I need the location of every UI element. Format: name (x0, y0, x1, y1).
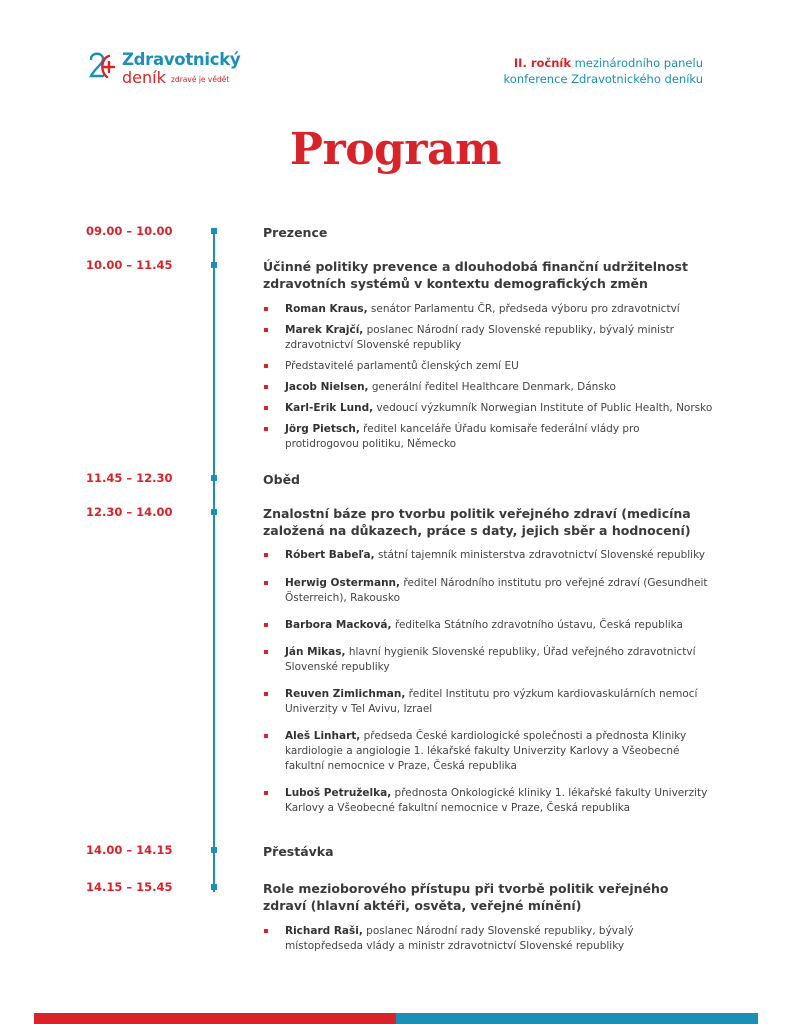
block-time: 12.30 – 14.00 (86, 505, 173, 519)
block-time: 11.45 – 12.30 (86, 471, 173, 485)
block-heading: Role mezioborového přístupu při tvorbě politik veřejného zdraví (hlavní aktéři, osvěta, veřejné mínění) (263, 881, 669, 913)
edition-info (504, 55, 703, 87)
conference-name: konference Zdravotnického deníku (503, 72, 703, 86)
bullet-icon (264, 385, 268, 389)
bullet-icon (264, 328, 268, 332)
bullet-icon (264, 553, 268, 557)
speaker-desc: poslanec Národní rady Slovenské republiky, bývalý místopředseda vlády a ministr zdravotnictví Slovenské republiky (285, 925, 634, 952)
timeline-marker (211, 847, 217, 853)
zd-logo-icon (88, 50, 122, 84)
speaker-item (263, 924, 713, 954)
bullet-icon (264, 692, 268, 696)
speaker-item (263, 645, 713, 675)
block-heading: Znalostní báze pro tvorbu politik veřejného zdraví (medicína založená na důkazech, práce s daty, jejich sběr a hodnocení) (263, 506, 691, 538)
speaker-item (263, 729, 713, 774)
speaker-name: Reuven Zimlichman, (285, 688, 406, 700)
speaker-desc: Představitelé parlamentů členských zemí EU (285, 360, 519, 372)
timeline-marker (211, 509, 217, 515)
speaker-item (263, 422, 713, 452)
speaker-desc: předseda České kardiologické společnosti a přednosta Kliniky kardiologie a angiologie 1. lékařské fakulty Univerzity Karlovy a Všeobecné fakultní nemocnice v Praze, Česká republika (285, 730, 687, 772)
bullet-icon (264, 623, 268, 627)
speaker-name: Roman Kraus, (285, 303, 368, 315)
speaker-name: Herwig Ostermann, (285, 577, 401, 589)
block-heading: Prezence (263, 225, 328, 240)
speaker-list (263, 548, 713, 816)
speaker-desc: poslanec Národní rady Slovenské republiky, bývalý ministr zdravotnictví Slovenské republiky (285, 324, 675, 351)
speaker-desc: ředitel Institutu pro výzkum kardiovaskulárních nemocí Univerzity v Tel Avivu, Izrael (285, 688, 698, 715)
bullet-icon (264, 650, 268, 654)
speaker-name: Róbert Babeľa, (285, 549, 375, 561)
footer-bar-blue (396, 1013, 758, 1024)
logo-sub: deník (122, 68, 166, 87)
speaker-desc: vedoucí výzkumník Norwegian Institute of Public Health, Norsko (373, 402, 713, 414)
speaker-item (263, 786, 713, 816)
timeline-marker (211, 884, 217, 890)
speaker-item (263, 576, 713, 606)
speaker-list (263, 924, 713, 954)
timeline-line (213, 230, 215, 892)
speaker-name: Barbora Macková, (285, 619, 392, 631)
speaker-item (263, 687, 713, 717)
bullet-icon (264, 406, 268, 410)
block-heading: Přestávka (263, 844, 334, 859)
speaker-desc: ředitel kanceláře Úřadu komisaře federální vlády pro protidrogovou politiku, Německo (285, 423, 640, 450)
edition-number: II. ročník (513, 56, 572, 70)
logo-tagline: zdravé je vědět (171, 75, 230, 84)
speaker-name: Aleš Linhart, (285, 730, 361, 742)
speaker-item (263, 380, 713, 395)
speaker-desc: státní tajemník ministerstva zdravotnictví Slovenské republiky (374, 549, 706, 561)
speaker-list (263, 302, 713, 452)
speaker-item (263, 618, 713, 633)
edition-text: mezinárodního panelu (571, 56, 703, 70)
speaker-desc: hlavní hygienik Slovenské republiky, Úřad veřejného zdravotnictví Slovenské republiky (285, 646, 696, 673)
block-time: 09.00 – 10.00 (86, 224, 173, 238)
speaker-name: Jacob Nielsen, (285, 381, 369, 393)
bullet-icon (264, 581, 268, 585)
logo[interactable] (88, 50, 288, 90)
bullet-icon (264, 427, 268, 431)
bullet-icon (264, 307, 268, 311)
footer-bar-red (34, 1013, 396, 1024)
speaker-desc: senátor Parlamentu ČR, předseda výboru pro zdravotnictví (367, 303, 680, 315)
block-heading: Oběd (263, 472, 300, 487)
logo-name: Zdravotnický (122, 50, 241, 69)
speaker-name: Richard Raši, (285, 925, 363, 937)
block-time: 14.00 – 14.15 (86, 843, 173, 857)
speaker-desc: generální ředitel Healthcare Denmark, Dánsko (368, 381, 616, 393)
speaker-item (263, 401, 713, 416)
speaker-name: Marek Krajčí, (285, 324, 364, 336)
speaker-name: Luboš Petruželka, (285, 787, 392, 799)
timeline-marker (211, 228, 217, 234)
speaker-desc: přednosta Onkologické kliniky 1. lékařské fakulty Univerzity Karlovy a Všeobecné fakultní nemocnice v Praze, Česká republika (285, 787, 708, 814)
speaker-item (263, 323, 713, 353)
block-time: 10.00 – 11.45 (86, 258, 173, 272)
speaker-name: Karl-Erik Lund, (285, 402, 374, 414)
bullet-icon (264, 734, 268, 738)
speaker-desc: ředitelka Státního zdravotního ústavu, Česká republika (391, 619, 683, 631)
speaker-name: Jörg Pietsch, (285, 423, 360, 435)
bullet-icon (264, 929, 268, 933)
speaker-name: Ján Mikas, (285, 646, 346, 658)
page-title: Program (289, 124, 502, 175)
timeline-marker (211, 262, 217, 268)
bullet-icon (264, 791, 268, 795)
bullet-icon (264, 364, 268, 368)
timeline-marker (211, 475, 217, 481)
block-time: 14.15 – 15.45 (86, 880, 173, 894)
speaker-desc: ředitel Národního institutu pro veřejné zdraví (Gesundheit Österreich), Rakousko (285, 577, 708, 604)
speaker-item (263, 302, 713, 317)
speaker-item (263, 548, 713, 563)
speaker-item (263, 359, 713, 374)
block-heading: Účinné politiky prevence a dlouhodobá finanční udržitelnost zdravotních systémů v kontextu demografických změn (263, 259, 688, 291)
